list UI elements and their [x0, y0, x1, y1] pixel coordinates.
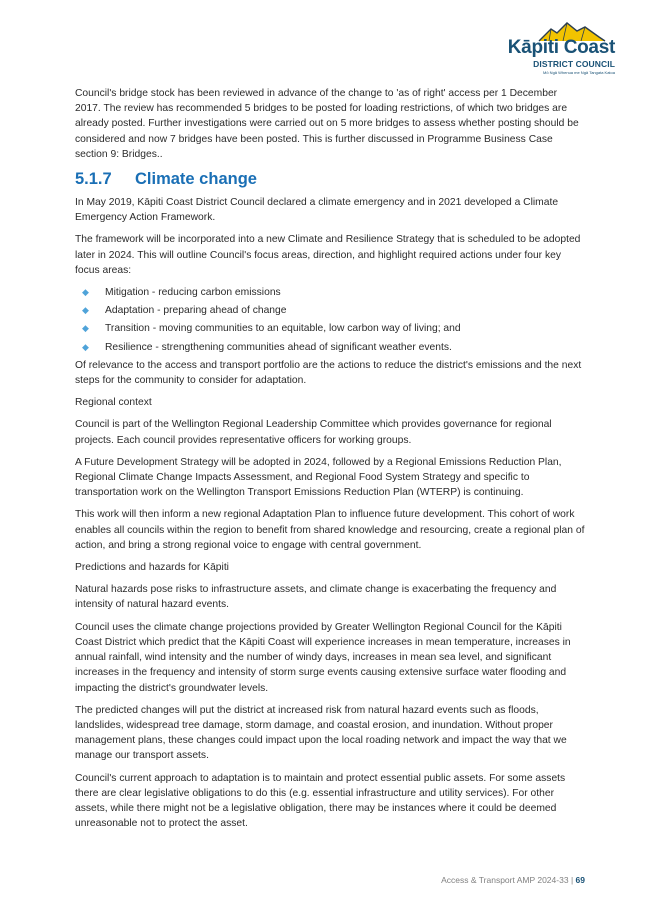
logo-subtitle: DISTRICT COUNCIL	[533, 59, 615, 69]
section-number: 5.1.7	[75, 170, 112, 189]
bullet-icon: ◆	[82, 341, 89, 352]
bullet-icon: ◆	[82, 287, 89, 298]
footer-document-title: Access & Transport AMP 2024-33	[441, 875, 569, 885]
focus-areas-list	[75, 285, 585, 355]
logo-title: Kāpiti Coast	[507, 37, 615, 58]
paragraph: This work will then inform a new regional Adaptation Plan to influence future development. This cohort of work enables all councils within the region to benefit from shared knowledge and resourcing, create a regional plan of action, and bring a strong regional voice to engage with central government.	[75, 509, 585, 551]
section-title: Climate change	[135, 170, 257, 189]
page-footer	[441, 875, 585, 885]
list-item: ◆ Transition - moving communities to an equitable, low carbon way of living; and	[75, 321, 585, 336]
paragraph: Of relevance to the access and transport portfolio are the actions to reduce the district's emissions and the next steps for the community to consider for adaptation.	[75, 359, 582, 387]
paragraph: Council is part of the Wellington Regional Leadership Committee which provides governance for regional projects. Each council provides representative officers for working groups.	[75, 419, 552, 446]
paragraph: The predicted changes will put the district at increased risk from natural hazard events such as floods, landslides, widespread tree damage, storm damage, and coastal erosion, and inundation. Without proper management plans, these changes could impact upon the local roading network and impact the way that we manage our transport assets.	[75, 704, 567, 762]
paragraph: In May 2019, Kāpiti Coast District Council declared a climate emergency and in 2021 developed a Climate Emergency Action Framework.	[75, 197, 559, 224]
bullet-icon: ◆	[82, 323, 89, 334]
page-number: 69	[575, 875, 585, 885]
document-body	[75, 86, 585, 838]
list-item: ◆ Resilience - strengthening communities ahead of significant weather events.	[75, 340, 585, 355]
paragraph: Council uses the climate change projections provided by Greater Wellington Regional Council for the Kāpiti Coast District which predict that the Kāpiti Coast will experience increases in mean temperature, increases in annual rainfall, wind intensity and the number of windy days, increases in mean sea level, and significant increases in the frequency and intensity of storm surge events causing extensive surface water flooding and impacting the district's groundwater levels.	[75, 621, 571, 694]
footer-separator: |	[570, 875, 574, 885]
paragraph: A Future Development Strategy will be adopted in 2024, followed by a Regional Emissions Reduction Plan, Regional Climate Change Impacts Assessment, and Regional Food System Strategy and specific to transportation work on the Wellington Transport Emissions Reduction Plan (WTERP) is continuing.	[75, 456, 562, 499]
kapiti-coast-logo	[493, 20, 615, 80]
paragraph: The framework will be incorporated into a new Climate and Resilience Strategy that is scheduled to be adopted later in 2024. This will outline Council's focus areas, direction, and highlight required actions under four key focus areas:	[75, 234, 581, 276]
list-item: ◆ Mitigation - reducing carbon emissions	[75, 285, 585, 300]
subheading-predictions: Predictions and hazards for Kāpiti	[75, 562, 229, 574]
intro-paragraph: Council's bridge stock has been reviewed in advance of the change to 'as of right' access per 1 December 2017. The review has recommended 5 bridges to be posted for loading restrictions, of which two bridges are already posted. Further investigations were carried out on 5 more bridges to assess whether posting should be considered and now 7 bridges have been posted. This is further discussed in Programme Business Case section 9: Bridges..	[75, 88, 579, 160]
section-heading	[75, 169, 585, 189]
paragraph: Council's current approach to adaptation is to maintain and protect essential public assets. For some assets there are clear legislative obligations to do this (e.g. essential infrastructure and utility services). For other assets, while there might not be a legislative obligation, there may be instances where it could be deemed unreasonable not to protect the asset.	[75, 772, 566, 830]
list-item: ◆ Adaptation - preparing ahead of change	[75, 303, 585, 318]
bullet-icon: ◆	[82, 305, 89, 316]
subheading-regional-context: Regional context	[75, 397, 152, 409]
paragraph: Natural hazards pose risks to infrastructure assets, and climate change is exacerbating the frequency and intensity of natural hazard events.	[75, 584, 557, 611]
logo-tagline: Mō Ngā Whenua me Ngā Tangata Katoa	[543, 70, 615, 75]
